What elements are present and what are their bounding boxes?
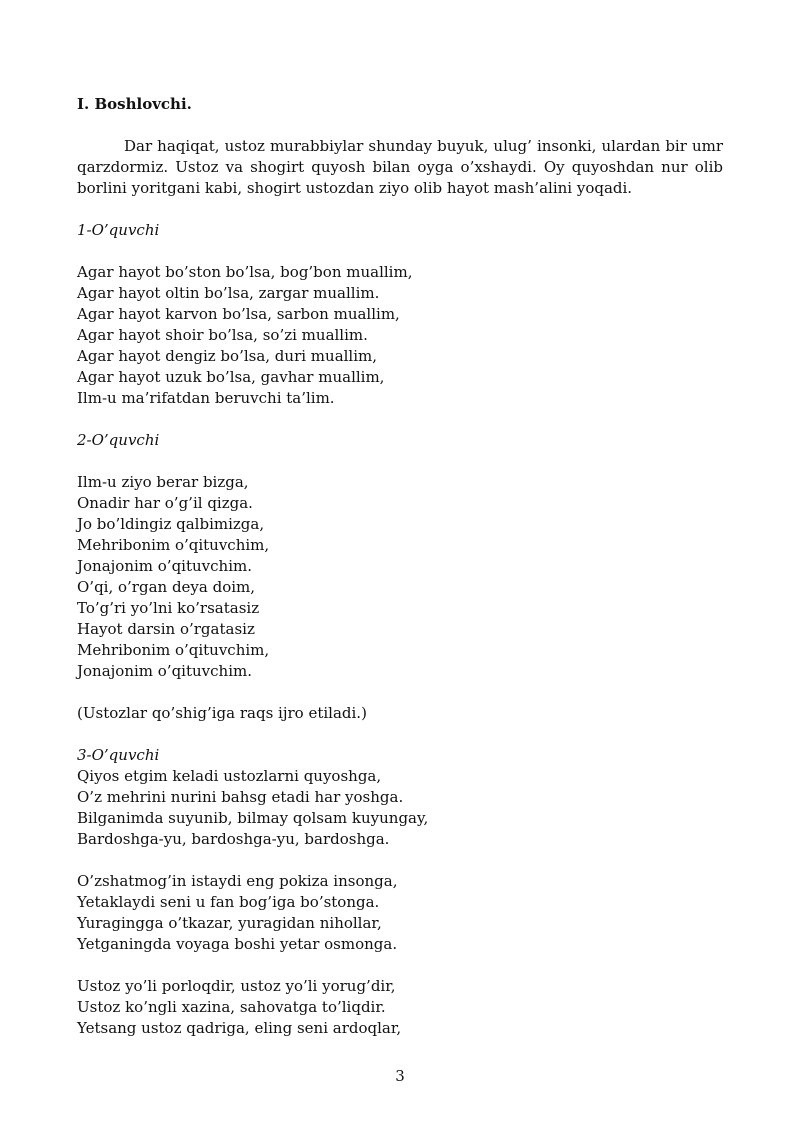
- intro-paragraph: Dar haqiqat, ustoz murabbiylar shunday buyuk, ulug’ insonki, ulardan bir umr qarzdormiz. Ustoz va shogirt quyosh bilan oyga o’xshaydi. Oy quyoshdan nur olib borlini yoritgani kabi, shogirt ustozdan ziyo olib hayot mash’alini yoqadi.: [77, 137, 723, 197]
- poem-line: Jonajonim o’qituvchim.: [77, 662, 252, 680]
- spacer: [77, 241, 723, 262]
- poem-line: Onadir har o’g’il qizga.: [77, 494, 253, 512]
- speaker-3-label: 3-O’quvchi: [77, 746, 160, 764]
- stage-direction: (Ustozlar qo’shig’iga raqs ijro etiladi.): [77, 704, 367, 722]
- poem-line: O’qi, o’rgan deya doim,: [77, 578, 256, 596]
- document-page: [77, 94, 723, 1039]
- poem-line: Mehribonim o’qituvchim,: [77, 536, 270, 554]
- poem-line: Yetsang ustoz qadriga, eling seni ardoqlar,: [77, 1019, 402, 1037]
- speaker-2-label: 2-O’quvchi: [77, 431, 160, 449]
- poem-line: Yetaklaydi seni u fan bog’iga bo’stonga.: [77, 893, 380, 911]
- poem-line: Bilganimda suyunib, bilmay qolsam kuyungay,: [77, 809, 429, 827]
- poem-line: O’z mehrini nurini bahsg etadi har yoshga.: [77, 788, 404, 806]
- poem-line: Mehribonim o’qituvchim,: [77, 641, 270, 659]
- spacer: [77, 451, 723, 472]
- poem-line: Agar hayot karvon bo’lsa, sarbon muallim,: [77, 305, 400, 323]
- poem-line: Jo bo’ldingiz qalbimizga,: [77, 515, 265, 533]
- poem-line: Hayot darsin o’rgatasiz: [77, 620, 255, 638]
- section-heading: I. Boshlovchi.: [77, 95, 192, 113]
- poem-line: Agar hayot uzuk bo’lsa, gavhar muallim,: [77, 368, 385, 386]
- poem-line: Qiyos etgim keladi ustozlarni quyoshga,: [77, 767, 382, 785]
- poem-line: Ustoz yo’li porloqdir, ustoz yo’li yorug’dir,: [77, 977, 396, 995]
- poem-line: Ustoz ko’ngli xazina, sahovatga to’liqdir.: [77, 998, 386, 1016]
- poem-line: Bardoshga-yu, bardoshga-yu, bardoshga.: [77, 830, 390, 848]
- poem-section-2: [77, 472, 723, 682]
- poem-line: O’zshatmog’in istaydi eng pokiza insonga,: [77, 872, 398, 890]
- poem-line: To’g’ri yo’lni ko’rsatasiz: [77, 599, 260, 617]
- speaker-1-label: 1-O’quvchi: [77, 221, 160, 239]
- poem-line: Yetganingda voyaga boshi yetar osmonga.: [77, 935, 398, 953]
- poem-line: Ilm-u ma’rifatdan beruvchi ta’lim.: [77, 389, 335, 407]
- poem-line: Agar hayot dengiz bo’lsa, duri muallim,: [77, 347, 378, 365]
- poem-line: Agar hayot bo’ston bo’lsa, bog’bon muallim,: [77, 263, 413, 281]
- poem-line: Ilm-u ziyo berar bizga,: [77, 473, 249, 491]
- poem-section-3-stanza-3: [77, 976, 723, 1039]
- poem-section-1: [77, 262, 723, 409]
- poem-line: Agar hayot oltin bo’lsa, zargar muallim.: [77, 284, 380, 302]
- poem-line: Agar hayot shoir bo’lsa, so’zi muallim.: [77, 326, 368, 344]
- poem-line: Jonajonim o’qituvchim.: [77, 557, 252, 575]
- poem-section-3-stanza-2: [77, 871, 723, 955]
- page-number: 3: [395, 1067, 405, 1085]
- poem-line: Yuragingga o’tkazar, yuragidan nihollar,: [77, 914, 382, 932]
- poem-section-3-stanza-1: [77, 766, 723, 850]
